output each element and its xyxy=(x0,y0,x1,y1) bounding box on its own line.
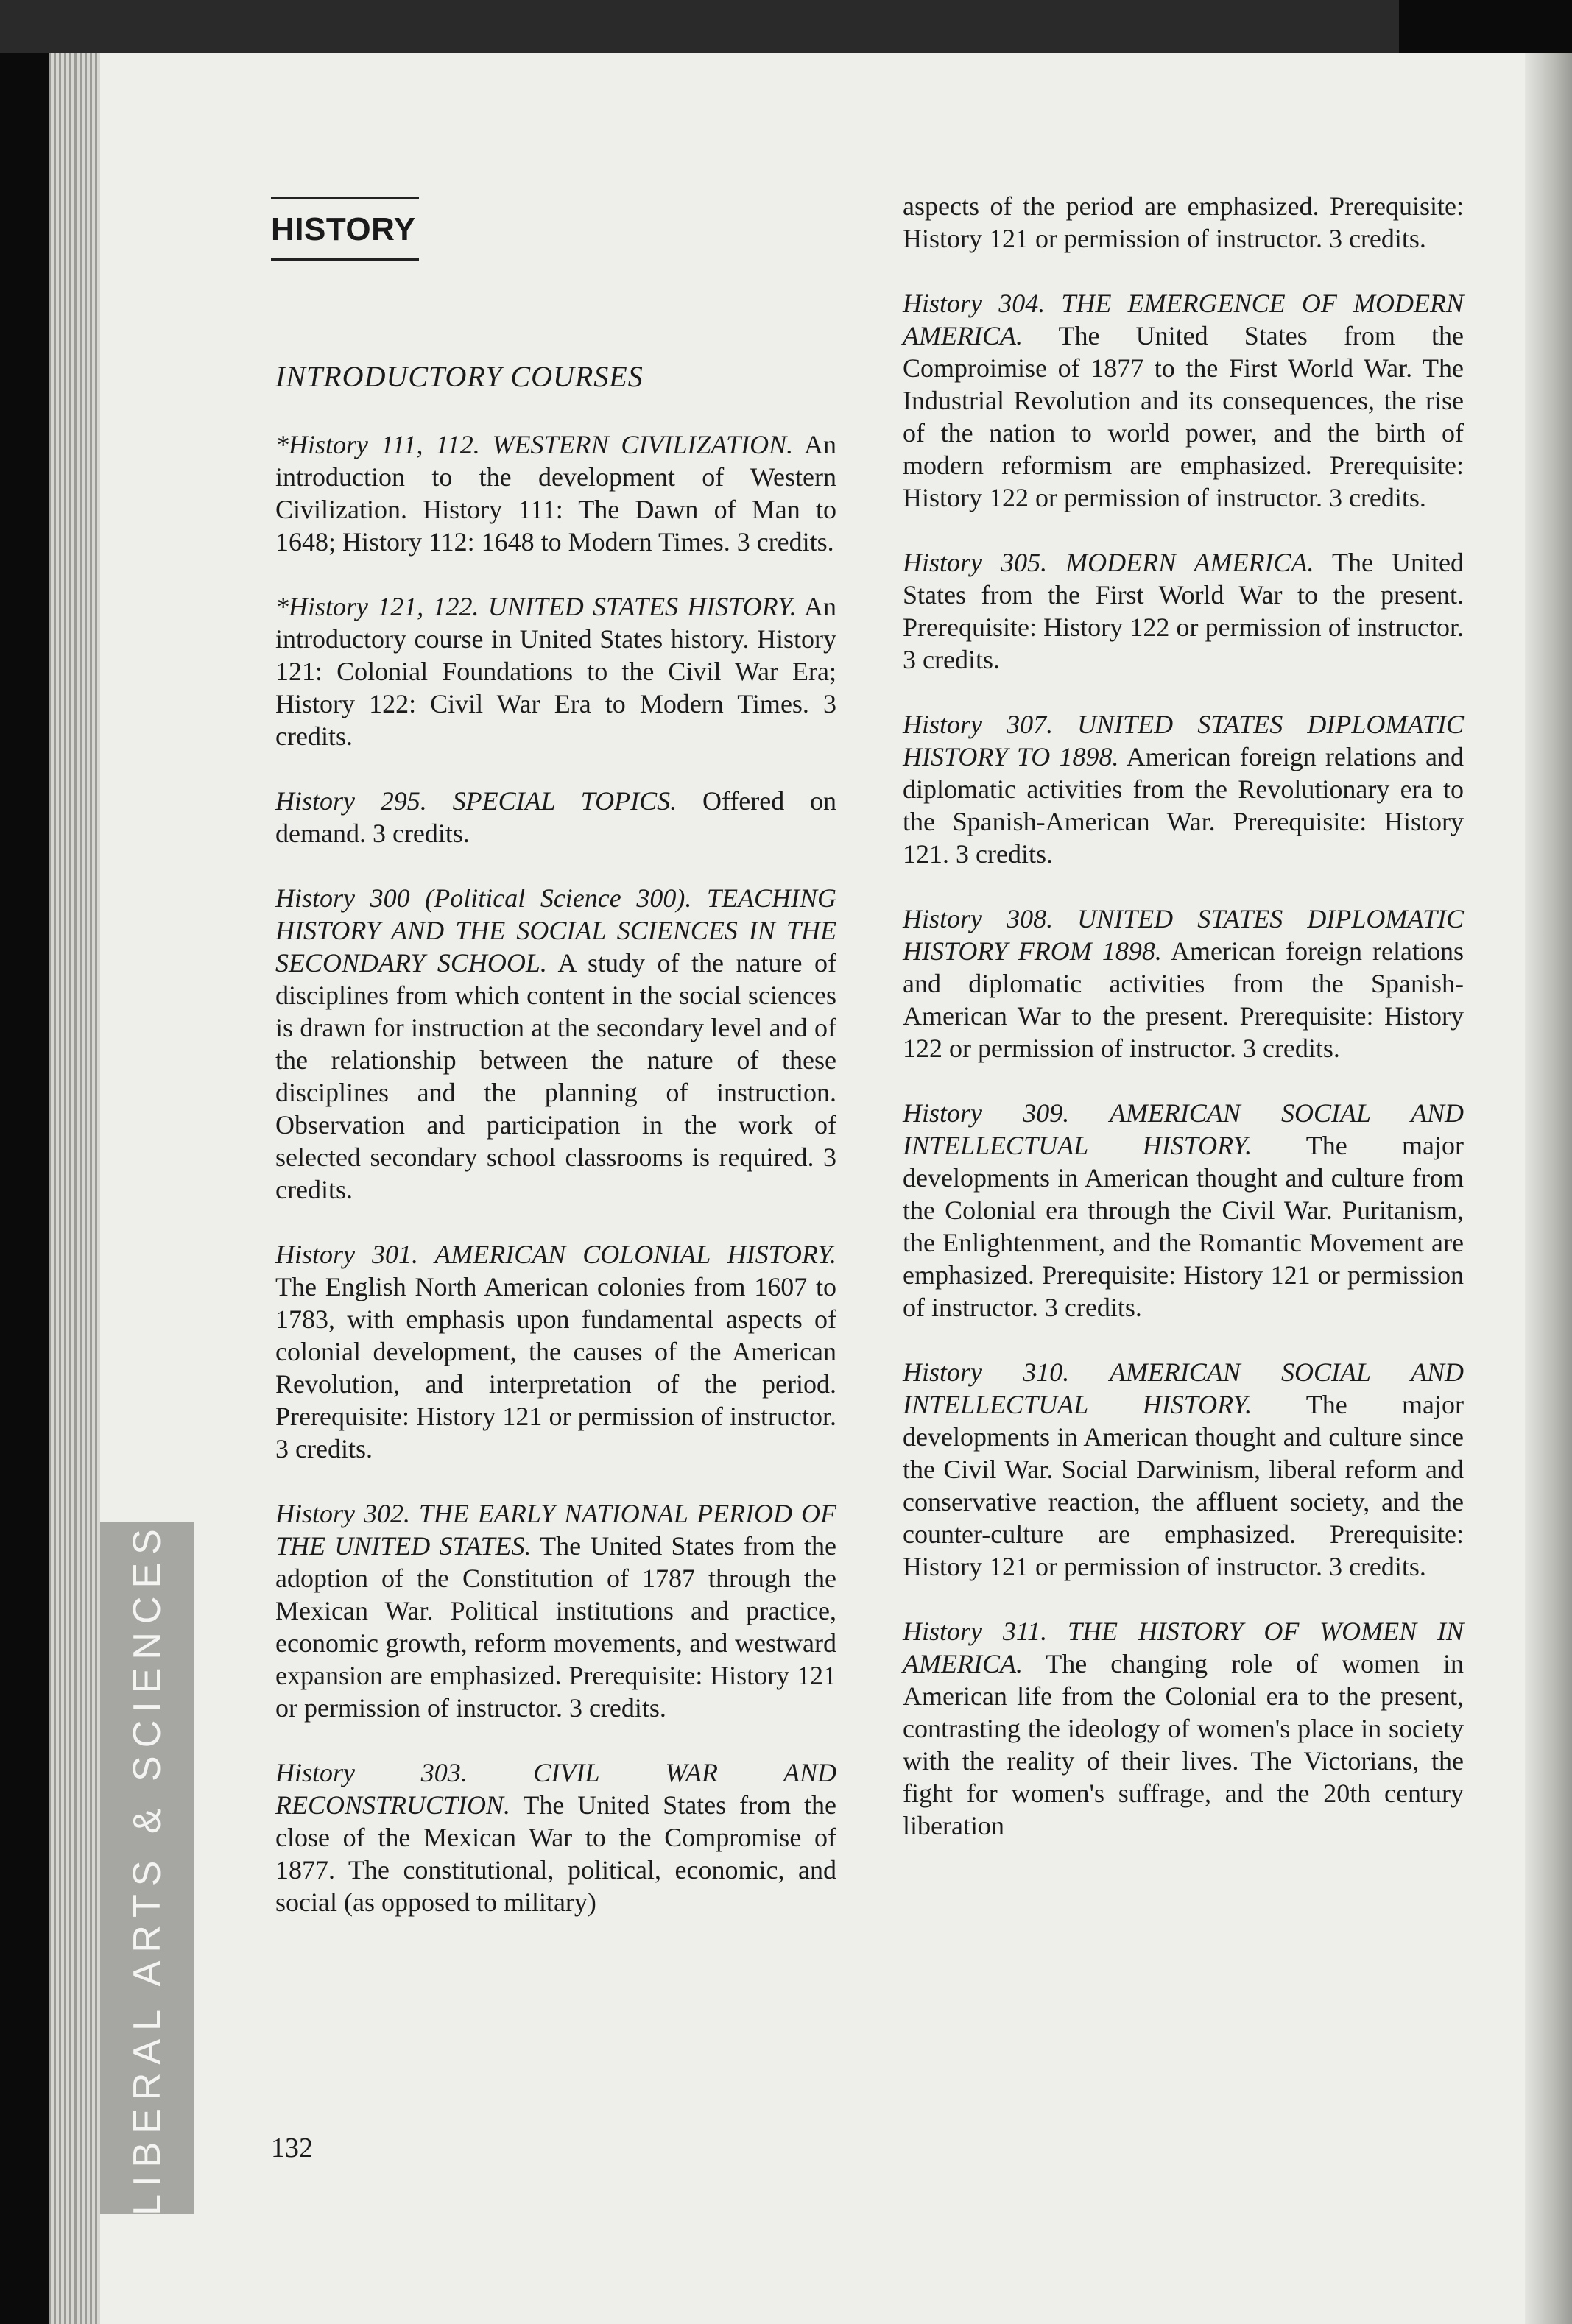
course-title: *History 111, 112. WESTERN CIVILIZATION. xyxy=(275,430,794,459)
course-entry-history-302 xyxy=(275,1497,836,1724)
course-title: History 295. SPECIAL TOPICS. xyxy=(275,786,677,816)
course-title: History 300 (Political Science 300). TEACHING HISTORY AND THE SOCIAL SCIENCES IN THE SECONDARY SCHOOL. xyxy=(275,883,836,978)
course-description: American foreign relations and diplomatic activities from the Spanish-American War to the present. Prerequisite: History 122 or permission of instructor. 3 credits. xyxy=(903,936,1465,1063)
course-description: Offered on demand. 3 credits. xyxy=(275,786,837,848)
scan-background-top xyxy=(0,0,1399,53)
course-entry-history-111-112 xyxy=(275,428,836,558)
course-description: The United States from the Comproimise of 1877 to the First World War. The Industrial Revolution and its consequences, the rise of the nation to world power, and the birth of modern reformism are emphasized. Prerequisite: History 122 or permission of instructor. 3 credits. xyxy=(903,321,1464,512)
section-side-tab-label: LIBERAL ARTS & SCIENCES xyxy=(126,1521,169,2216)
course-description: American foreign relations and diplomatic activities from the Revolutionary era to the Spanish-American War. Prerequisite: History 121. 3 credits. xyxy=(903,742,1465,869)
course-title: History 309. AMERICAN SOCIAL AND INTELLECTUAL HISTORY. xyxy=(903,1098,1464,1160)
course-description: The major developments in American thought and culture from the Colonial era through the Civil War. Puritanism, the Enlightenment, and the Romantic Movement are emphasized. Prerequisite: History 121 or permission of instructor. 3 credits. xyxy=(903,1131,1464,1322)
page-number: 132 xyxy=(271,2133,313,2164)
course-entry-history-304 xyxy=(903,287,1464,514)
course-entry-history-303-continued: aspects of the period are emphasized. Prerequisite: History 121 or permission of instructor. 3 credits. xyxy=(903,191,1464,253)
course-title: History 307. UNITED STATES DIPLOMATIC HISTORY TO 1898. xyxy=(903,710,1464,771)
course-description: An introductory course in United States history. History 121: Colonial Foundations to the Civil War Era; History 122: Civil War Era to Modern Times. 3 credits. xyxy=(275,592,837,751)
section-title: HISTORY xyxy=(271,197,419,261)
course-description: A study of the nature of disciplines from which content in the social sciences is drawn for instruction at the secondary level and of the relationship between the nature of these disciplines and the planning of instruction. Observation and participation in the work of selected secondary school classrooms is required. 3 credits. xyxy=(275,948,837,1204)
course-title: History 305. MODERN AMERICA. xyxy=(903,548,1314,577)
course-entry-history-303 xyxy=(275,1756,836,1918)
course-entry-history-121-122 xyxy=(275,590,836,752)
course-entry-history-300 xyxy=(275,882,836,1206)
course-title: *History 121, 122. UNITED STATES HISTORY. xyxy=(275,592,797,621)
course-title: History 301. AMERICAN COLONIAL HISTORY. xyxy=(275,1240,836,1269)
course-title: History 304. THE EMERGENCE OF MODERN AMERICA. xyxy=(903,289,1464,350)
course-entry-history-310 xyxy=(903,1356,1464,1583)
course-description: The United States from the adoption of the Constitution of 1787 through the Mexican War. Political institutions and practice, economic growth, reform movements, and westward expansion are emphasized. Prerequisite: History 121 or permission of instructor. 3 credits. xyxy=(275,1531,836,1723)
course-title: History 303. CIVIL WAR AND RECONSTRUCTION. xyxy=(275,1758,836,1820)
subheading-introductory-courses: INTRODUCTORY COURSES xyxy=(275,360,644,393)
right-column xyxy=(903,190,1464,1874)
course-entry-history-295 xyxy=(275,785,836,850)
course-entry-history-305 xyxy=(903,546,1464,676)
course-title: History 308. UNITED STATES DIPLOMATIC HISTORY FROM 1898. xyxy=(903,904,1464,966)
course-description: The United States from the close of the Mexican War to the Compromise of 1877. The constitutional, political, economic, and social (as opposed to military) xyxy=(275,1790,836,1917)
course-title: History 302. THE EARLY NATIONAL PERIOD OF THE UNITED STATES. xyxy=(275,1499,836,1561)
left-column xyxy=(275,322,836,1951)
course-description: The major developments in American thought and culture since the Civil War. Social Darwinism, liberal reform and conservative reaction, the affluent society, and the counter-culture are emphasized. Prerequisite: History 121 or permission of instructor. 3 credits. xyxy=(903,1390,1464,1581)
page-stack-edge xyxy=(49,53,100,2324)
course-title: History 311. THE HISTORY OF WOMEN IN AMERICA. xyxy=(903,1617,1464,1678)
course-description: The English North American colonies from 1607 to 1783, with emphasis upon fundamental aspects of colonial development, the causes of the American Revolution, and interpretation of the period. Prerequisite: History 121 or permission of instructor. 3 credits. xyxy=(275,1272,836,1463)
course-description: An introduction to the development of Western Civilization. History 111: The Dawn of Man to 1648; History 112: 1648 to Modern Times. 3 credits. xyxy=(275,430,837,557)
page-gutter-shadow xyxy=(1525,53,1572,2324)
course-entry-history-308 xyxy=(903,903,1464,1064)
course-entry-history-311 xyxy=(903,1615,1464,1842)
course-entry-history-307 xyxy=(903,708,1464,870)
course-description: The changing role of women in American life from the Colonial era to the present, contrasting the ideology of women's place in society with the reality of their lives. The Victorians, the fight for women's suffrage, and the 20th century liberation xyxy=(903,1649,1464,1840)
course-title: History 310. AMERICAN SOCIAL AND INTELLECTUAL HISTORY. xyxy=(903,1357,1464,1419)
course-entry-history-301 xyxy=(275,1238,836,1465)
course-description: The United States from the First World War to the present. Prerequisite: History 122 or permission of instructor. 3 credits. xyxy=(903,548,1464,674)
course-entry-history-309 xyxy=(903,1097,1464,1324)
